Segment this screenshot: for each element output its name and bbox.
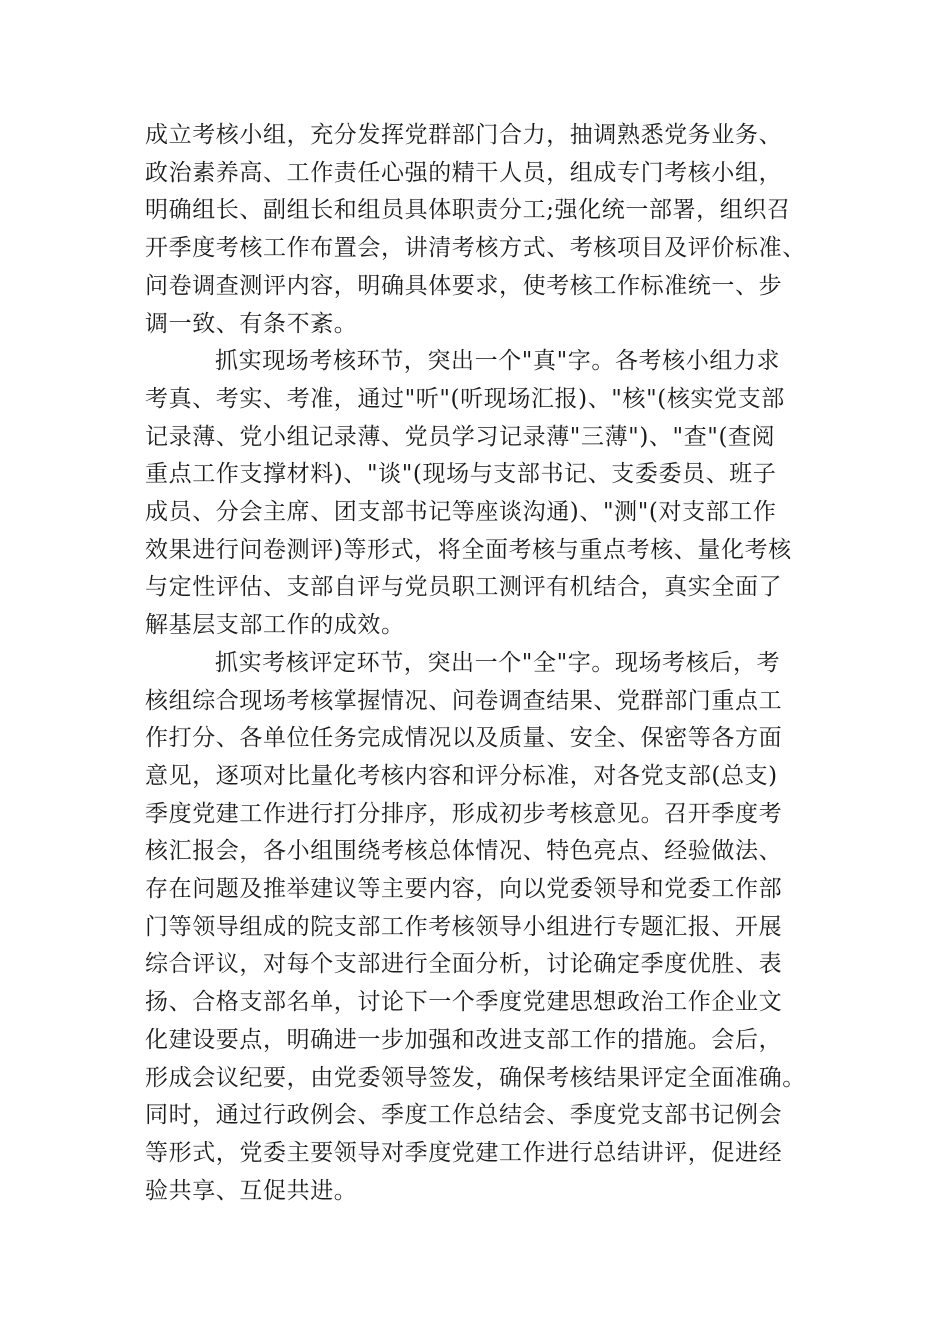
paragraph-3 [145, 645, 815, 1211]
text-line: 作打分、各单位任务完成情况以及质量、安全、保密等各方面 [145, 725, 783, 752]
text-line: 化建设要点，明确进一步加强和改进支部工作的措施。会后， [145, 1026, 783, 1053]
text-line: 验共享、互促共进。 [145, 1177, 358, 1204]
text-line: 成员、分会主席、团支部书记等座谈沟通)、"测"(对支部工作 [145, 499, 777, 526]
text-line: 解基层支部工作的成效。 [145, 612, 405, 639]
text-line: 形成会议纪要，由党委领导签发，确保考核结果评定全面准确。 [145, 1064, 806, 1091]
text-line: 意见，逐项对比量化考核内容和评分标准，对各党支部(总支) [145, 762, 778, 789]
text-line: 等形式，党委主要领导对季度党建工作进行总结讲评，促进经 [145, 1139, 783, 1166]
text-line-indented: 抓实现场考核环节，突出一个"真"字。各考核小组力求 [215, 348, 781, 375]
text-line: 考真、考实、考准，通过"听"(听现场汇报)、"核"(核实党支部 [145, 385, 785, 412]
text-line: 综合评议，对每个支部进行全面分析，讨论确定季度优胜、表 [145, 951, 783, 978]
text-line: 重点工作支撑材料)、"谈"(现场与支部书记、支委委员、班子 [145, 461, 777, 488]
document-body [145, 117, 815, 1210]
text-line: 核汇报会，各小组围绕考核总体情况、特色亮点、经验做法、 [145, 838, 783, 865]
text-line-indented: 抓实考核评定环节，突出一个"全"字。现场考核后，考 [215, 649, 781, 676]
paragraph-1 [145, 117, 815, 343]
text-line: 存在问题及推举建议等主要内容，向以党委领导和党委工作部 [145, 876, 783, 903]
text-line: 政治素养高、工作责任心强的精干人员，组成专门考核小组， [145, 159, 783, 186]
text-line: 门等领导组成的院支部工作考核领导小组进行专题汇报、开展 [145, 913, 783, 940]
text-line: 与定性评估、支部自评与党员职工测评有机结合，真实全面了 [145, 574, 783, 601]
text-line: 开季度考核工作布置会，讲清考核方式、考核项目及评价标准、 [145, 235, 806, 262]
text-line: 调一致、有条不紊。 [145, 310, 358, 337]
text-line: 季度党建工作进行打分排序，形成初步考核意见。召开季度考 [145, 800, 783, 827]
text-line: 记录薄、党小组记录薄、党员学习记录薄"三薄")、"查"(查阅 [145, 423, 776, 450]
text-line: 核组综合现场考核掌握情况、问卷调查结果、党群部门重点工 [145, 687, 783, 714]
text-line: 效果进行问卷测评)等形式，将全面考核与重点考核、量化考核 [145, 536, 792, 563]
paragraph-2 [145, 343, 815, 645]
text-line: 扬、合格支部名单，讨论下一个季度党建思想政治工作企业文 [145, 989, 783, 1016]
text-line: 明确组长、副组长和组员具体职责分工;强化统一部署，组织召 [145, 197, 791, 224]
text-line: 问卷调查测评内容，明确具体要求，使考核工作标准统一、步 [145, 272, 783, 299]
text-line: 同时，通过行政例会、季度工作总结会、季度党支部书记例会 [145, 1102, 783, 1129]
text-line: 成立考核小组，充分发挥党群部门合力，抽调熟悉党务业务、 [145, 122, 783, 148]
